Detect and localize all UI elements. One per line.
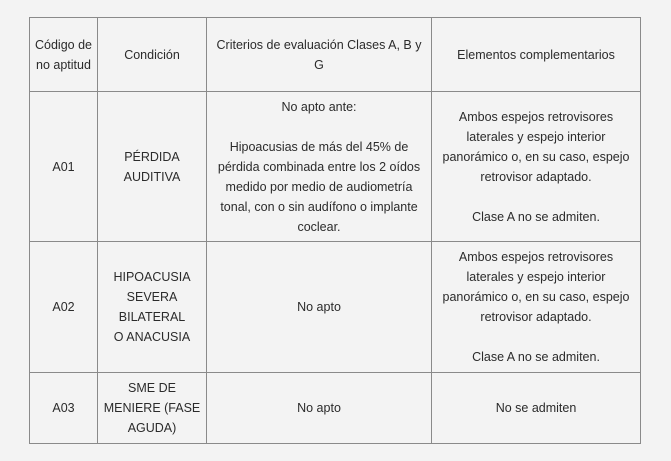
cell-condition: HIPOACUSIA SEVERA BILATERAL O ANACUSIA xyxy=(98,242,207,373)
header-code: Código de no aptitud xyxy=(30,18,98,92)
cell-complementary: No se admiten xyxy=(432,373,641,444)
cell-criteria: No apto xyxy=(207,373,432,444)
cell-code: A03 xyxy=(30,373,98,444)
cell-criteria: No apto ante: Hipoacusias de más del 45% de pérdida combinada entre los 2 oídos medido por medio de audiometría tonal, con o sin audífono o implante coclear. xyxy=(207,92,432,242)
cell-criteria: No apto xyxy=(207,242,432,373)
cell-code: A01 xyxy=(30,92,98,242)
table-row xyxy=(30,373,641,444)
table-row xyxy=(30,242,641,373)
header-complementary: Elementos complementarios xyxy=(432,18,641,92)
table-row xyxy=(30,92,641,242)
header-criteria: Criterios de evaluación Clases A, B y G xyxy=(207,18,432,92)
cell-complementary: Ambos espejos retrovisores laterales y espejo interior panorámico o, en su caso, espejo retrovisor adaptado. Clase A no se admiten. xyxy=(432,242,641,373)
cell-code: A02 xyxy=(30,242,98,373)
cell-complementary: Ambos espejos retrovisores laterales y espejo interior panorámico o, en su caso, espejo retrovisor adaptado. Clase A no se admiten. xyxy=(432,92,641,242)
requirements-table xyxy=(29,17,641,444)
header-condition: Condición xyxy=(98,18,207,92)
cell-condition: PÉRDIDA AUDITIVA xyxy=(98,92,207,242)
table-header-row xyxy=(30,18,641,92)
cell-condition: SME DE MENIERE (FASE AGUDA) xyxy=(98,373,207,444)
